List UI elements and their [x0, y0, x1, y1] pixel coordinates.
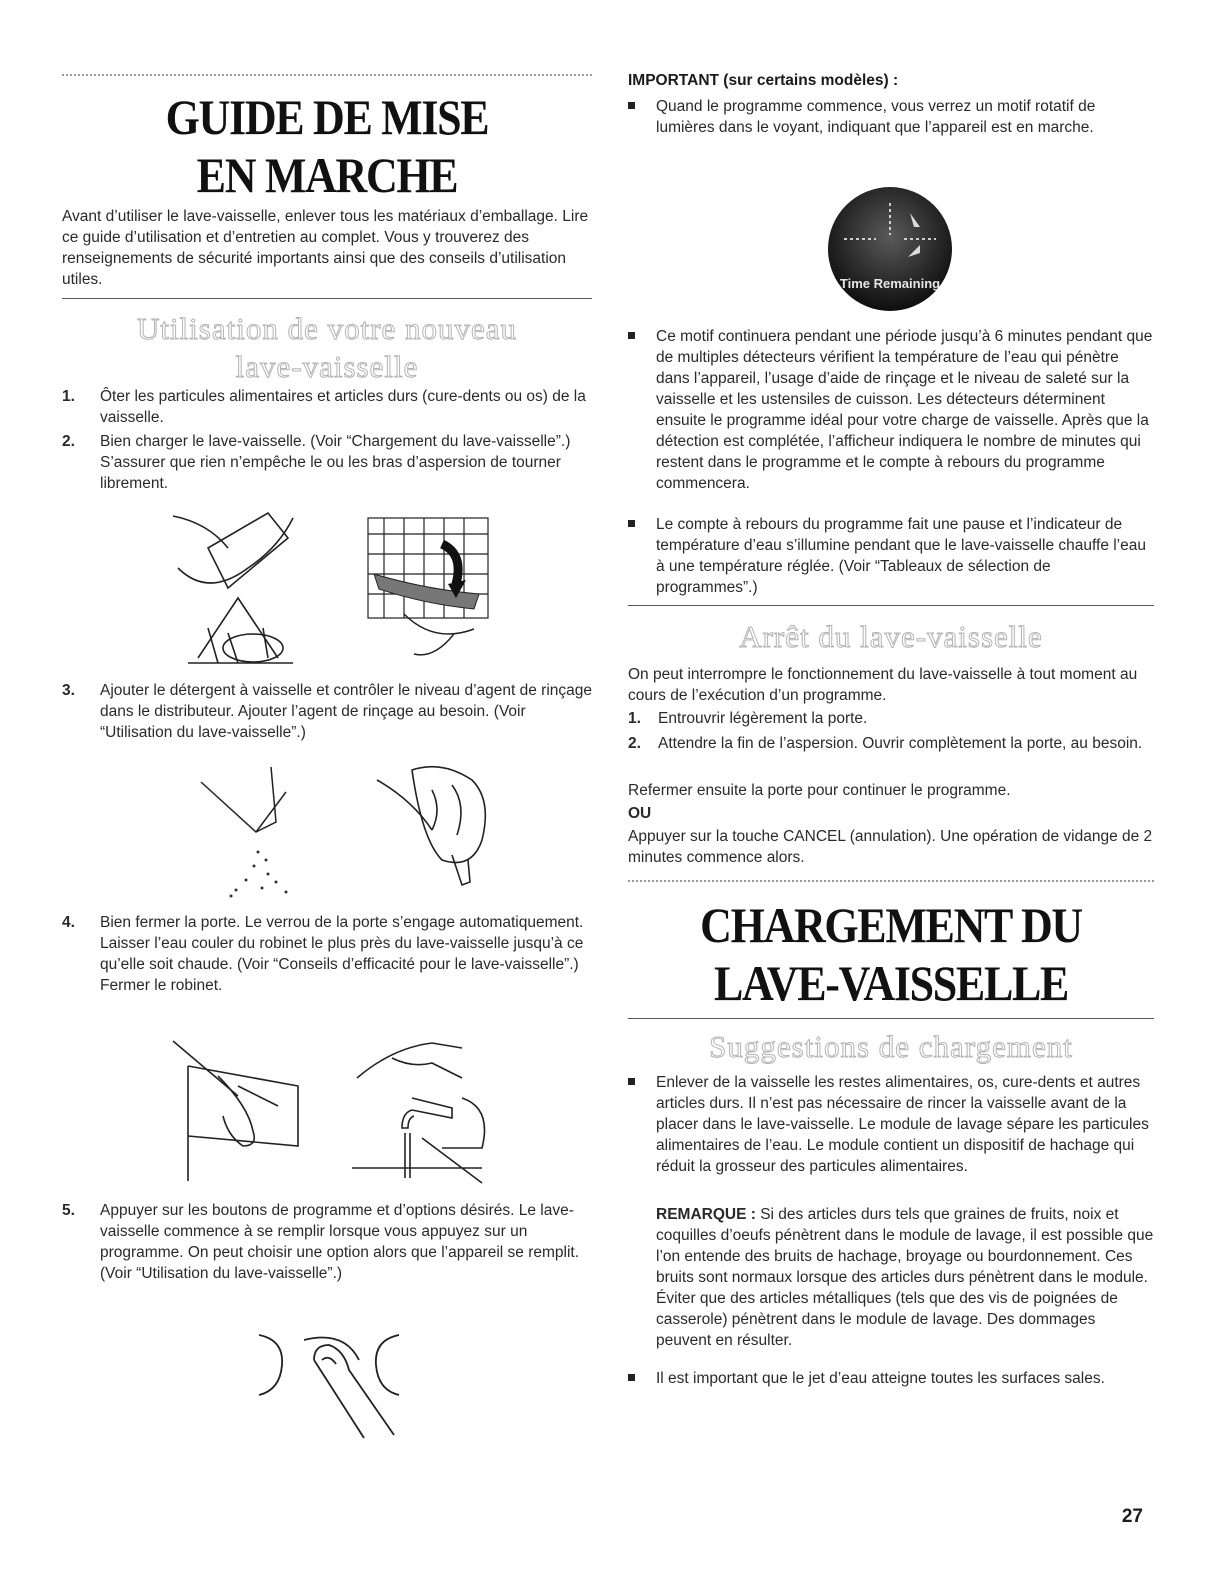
intro-paragraph: Avant d’utiliser le lave-vaisselle, enlever tous les matériaux d’emballage. Lire ce guide d’utilisation et d’entretien au complet. Vous y trouverez des renseignements de sécurité importants ainsi que des conseils d’utilisation utiles.: [62, 208, 589, 288]
step-text: Entrouvrir légèrement la porte.: [658, 710, 868, 727]
important-bullet-2: [628, 326, 1154, 494]
suggest-bullet-2: [628, 1368, 1154, 1389]
dotted-rule-right: [628, 880, 1154, 882]
detergent-powder-illustration: [196, 762, 306, 902]
page-number: 27: [1121, 1506, 1143, 1527]
bullet-text: Ce motif continuera pendant une période jusqu’à 6 minutes pendant que de multiples détecteurs vérifient la température de l’eau qui pénètre dans l’appareil, l’usage d’aide de rinçage et le niveau de saleté sur la vaisselle et les ustensiles de cuisson. Les détecteurs déterminent ensuite le programme idéal pour votre charge de vaisselle. Après que la détection est complétée, l’afficheur indiquera le nombre de minutes qui restent dans le programme et le compte à rebours du programme commencera.: [656, 328, 1153, 492]
step-1: [62, 386, 592, 428]
step-number: 2.: [628, 735, 641, 752]
close-door-illustration: [168, 1036, 308, 1186]
faucet-icon: [352, 1038, 492, 1188]
step-text: Bien fermer la porte. Le verrou de la porte s’engage automatiquement. Laisser l’eau couler du robinet le plus près du lave-vaisselle jusqu’à ce qu’elle soit chaude. (Voir “Conseils d’efficacité pour le lave-vaisselle”.) Fermer le robinet.: [100, 914, 584, 994]
rack-spray-arm-icon: [364, 514, 494, 664]
rinse-bottle-icon: [372, 760, 502, 900]
important-heading: IMPORTANT (sur certains modèles) :: [628, 72, 899, 89]
step-number: 2.: [62, 433, 75, 450]
bullet-marker: [628, 1078, 635, 1085]
step-text: Ôter les particules alimentaires et articles durs (cure-dents ou os) de la vaisselle.: [100, 388, 586, 426]
stop-step-2: [628, 733, 1154, 754]
section-title-suggestions: Suggestions de chargement: [709, 1029, 1073, 1064]
section-rule-suggestions: [628, 1018, 1154, 1019]
page-title-guide: [94, 88, 560, 204]
stop-cancel: Appuyer sur la touche CANCEL (annulation). Une opération de vidange de 2 minutes commence alors.: [628, 828, 1153, 866]
step-text: Ajouter le détergent à vaisselle et contrôler le niveau d’agent de rinçage dans le distributeur. Ajouter l’agent de rinçage au besoin. (Voir “Utilisation du lave-vaisselle”.): [100, 682, 593, 741]
bullet-marker: [628, 102, 635, 109]
section-title-arret: Arrêt du lave-vaisselle: [739, 619, 1043, 654]
press-button-illustration: [254, 1330, 404, 1440]
step-4: [62, 912, 592, 996]
section-title-line-1: Utilisation de votre nouveau: [136, 311, 518, 346]
stop-after: Refermer ensuite la porte pour continuer le programme.: [628, 782, 1011, 799]
bullet-text: Il est important que le jet d’eau atteigne toutes les surfaces sales.: [656, 1370, 1105, 1387]
detergent-box-icon: [196, 762, 306, 902]
step-2: [62, 431, 592, 494]
section-rule-left: [62, 298, 592, 299]
step-text: Attendre la fin de l’aspersion. Ouvrir complètement la porte, au besoin.: [658, 735, 1143, 752]
remarque-text: Si des articles durs tels que graines de fruits, noix et coquilles d’oeufs pénètrent dans le module de lavage, il est possible que l’on entende des bruits de hachage, broyage ou bourdonnement. Ces bruits sont normaux lorsque des articles durs pénètrent dans le module. Éviter que des articles métalliques (tels que des vis de poignées de casserole) pénètrent dans le module de lavage. Des dommages peuvent en résulter.: [656, 1206, 1154, 1349]
section-title-line-2: lave-vaisselle: [235, 349, 419, 384]
bullet-text: Quand le programme commence, vous verrez un motif rotatif de lumières dans le voyant, indiquant que l’appareil est en marche.: [656, 98, 1096, 136]
step-number: 1.: [62, 388, 75, 405]
step-text: Bien charger le lave-vaisselle. (Voir “Chargement du lave-vaisselle”.) S’assurer que rien n’empêche le ou les bras d’aspersion de tourner librement.: [100, 433, 571, 492]
stop-step-1: [628, 708, 1154, 729]
page-title-chargement: [660, 896, 1123, 1012]
bullet-marker: [628, 332, 635, 339]
bullet-marker: [628, 1374, 635, 1381]
suggest-bullet-1: [628, 1072, 1154, 1177]
step-5: [62, 1200, 592, 1284]
bullet-marker: [628, 520, 635, 527]
remarque-note: [628, 1204, 1154, 1351]
stop-or: OU: [628, 805, 652, 822]
title-line-1: GUIDE DE MISE: [165, 89, 489, 145]
finger-button-icon: [254, 1330, 404, 1440]
door-close-icon: [168, 1036, 308, 1186]
rack-spray-arm-illustration: [364, 514, 494, 664]
step-text: Appuyer sur les boutons de programme et d’options désirés. Le lave-vaisselle commence à se remplir lorsque vous appuyez sur un programme. On peut choisir une option alors que l’appareil se remplit. (Voir “Utilisation du lave-vaisselle”.): [100, 1202, 580, 1282]
top-dotted-rule-left: [62, 74, 592, 76]
indicator-label: Time Remaining: [839, 276, 941, 291]
step-number: 4.: [62, 914, 75, 931]
rotating-lights-dial-icon: [824, 183, 956, 315]
step-number: 1.: [628, 710, 641, 727]
time-remaining-indicator: [824, 183, 956, 315]
title2-line-2: LAVE-VAISSELLE: [713, 955, 1069, 1011]
bullet-text: Le compte à rebours du programme fait une pause et l’indicateur de température d’eau s’illumine pendant que le lave-vaisselle chauffe l’eau à une température réglée. (Voir “Tableaux de sélection de programmes”.): [656, 516, 1146, 596]
title2-line-1: CHARGEMENT DU: [700, 897, 1082, 953]
important-bullet-1: [628, 96, 1154, 138]
section-title-utilisation: [62, 310, 592, 386]
important-bullet-3: [628, 514, 1154, 598]
faucet-illustration: [352, 1038, 492, 1188]
remarque-label: REMARQUE :: [656, 1206, 756, 1223]
scrape-dish-icon: [168, 508, 298, 668]
bullet-text: Enlever de la vaisselle les restes alimentaires, os, cure-dents et autres articles durs. Il n’est pas nécessaire de rincer la vaisselle avant de la placer dans le lave-vaisselle. Le module de lavage sépare les particules alimentaires de l’eau. Le module contient un dispositif de hachage qui réduit la grosseur des particules alimentaires.: [656, 1074, 1149, 1175]
step-3: [62, 680, 592, 743]
rinse-agent-illustration: [372, 760, 502, 900]
title-line-2: EN MARCHE: [196, 147, 458, 203]
section-rule-stop: [628, 605, 1154, 606]
scrape-dish-illustration: [168, 508, 298, 668]
step-number: 5.: [62, 1202, 75, 1219]
step-number: 3.: [62, 682, 75, 699]
stop-intro: On peut interrompre le fonctionnement du lave-vaisselle à tout moment au cours de l’exécution d’un programme.: [628, 666, 1138, 704]
